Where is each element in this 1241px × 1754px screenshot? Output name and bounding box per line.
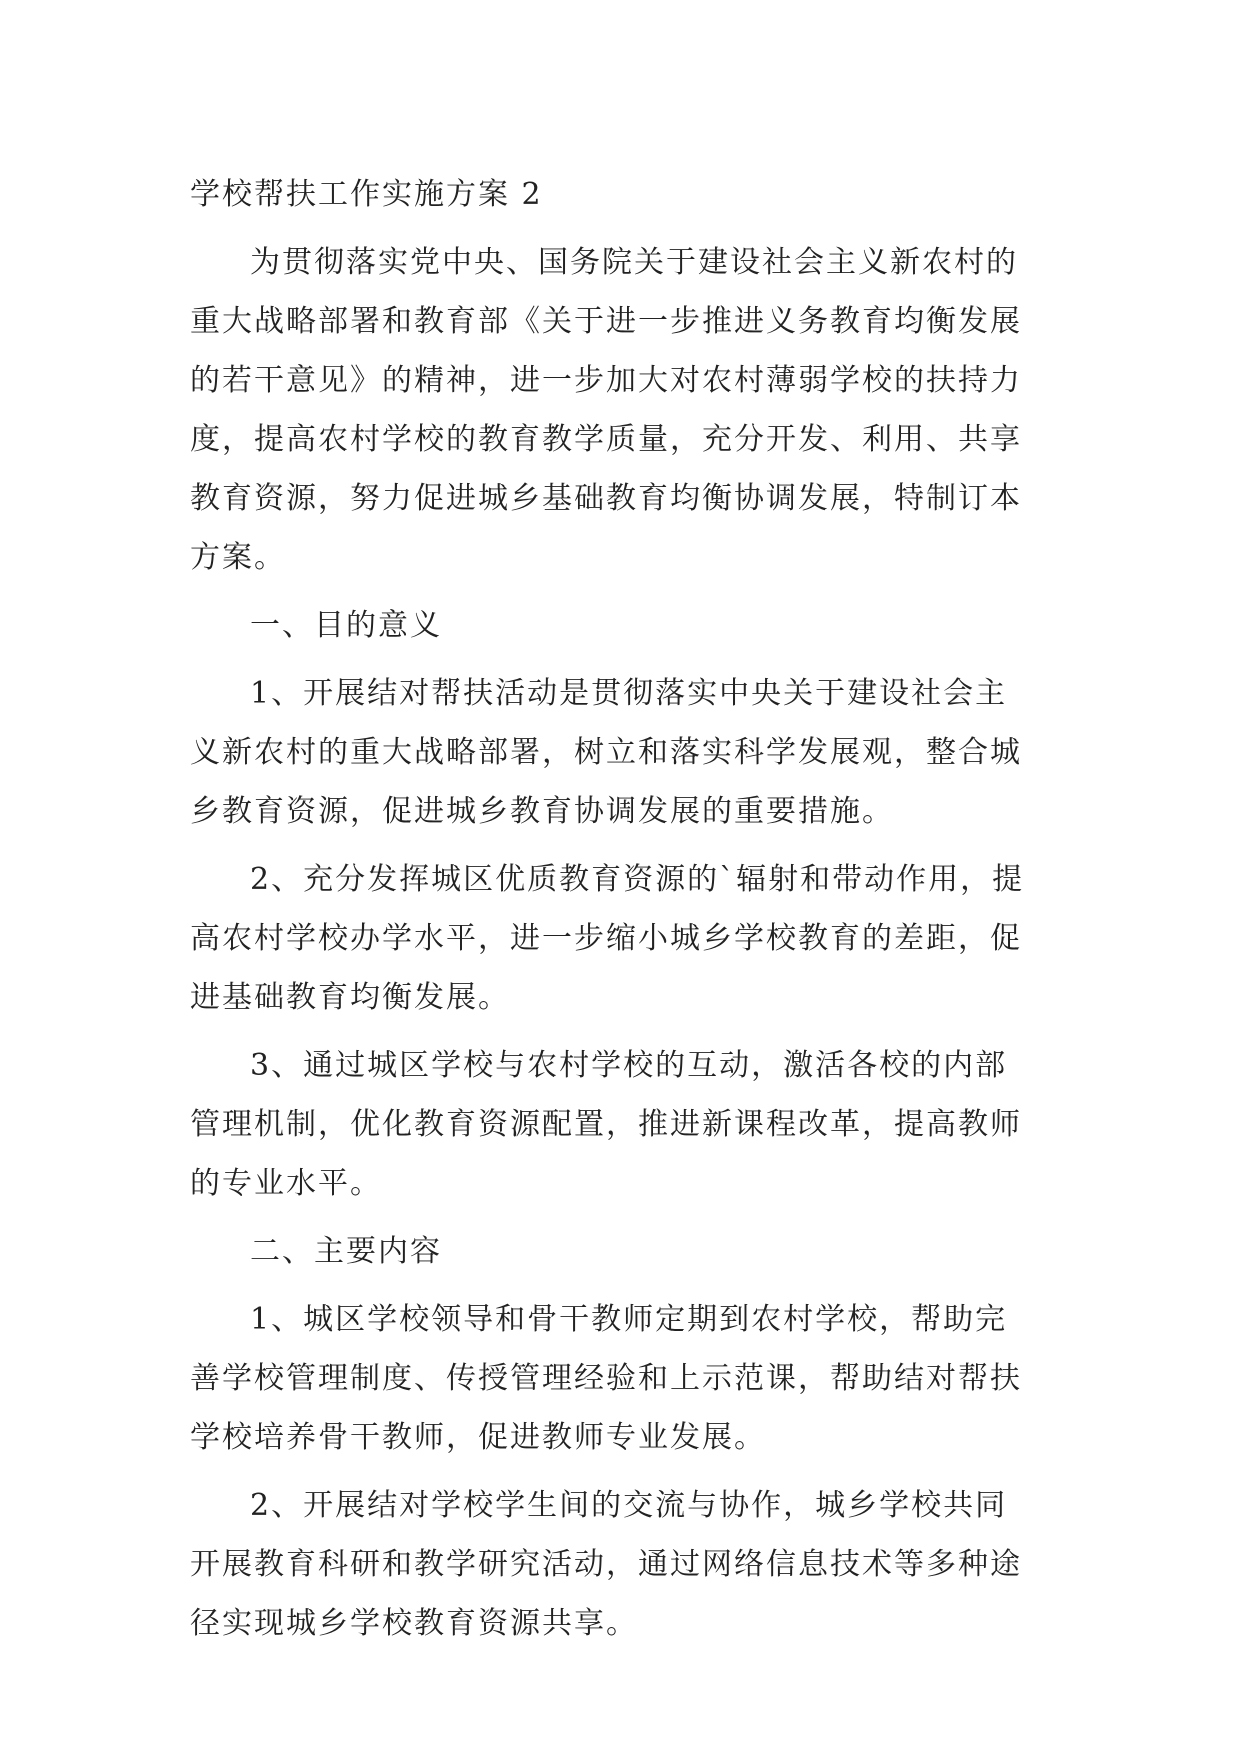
document-body (190, 165, 1050, 1653)
section-heading: 二、主要内容 (250, 1234, 442, 1269)
text-line: 的专业水平。 (190, 1166, 382, 1201)
text-line: 学校培养骨干教师，促进教师专业发展。 (190, 1420, 766, 1455)
section-heading: 一、目的意义 (250, 608, 442, 643)
spacer (190, 587, 1050, 596)
spacer (190, 224, 1050, 233)
text-line: 进基础教育均衡发展。 (190, 980, 510, 1015)
text-line: 乡教育资源，促进城乡教育协调发展的重要措施。 (190, 794, 894, 829)
text-line: 2、充分发挥城区优质教育资源的`辐射和带动作用，提 (250, 862, 1025, 897)
text-line: 径实现城乡学校教育资源共享。 (190, 1606, 638, 1641)
spacer (190, 1213, 1050, 1222)
paragraph-purpose-1 (190, 664, 1050, 841)
spacer (190, 1027, 1050, 1036)
section-heading-content (190, 1222, 1050, 1281)
text-line: 管理机制，优化教育资源配置，推进新课程改革，提高教师 (190, 1107, 1022, 1142)
text-line: 义新农村的重大战略部署，树立和落实科学发展观，整合城 (190, 735, 1022, 770)
document-title: 学校帮扶工作实施方案 2 (190, 177, 543, 212)
text-line: 2、开展结对学校学生间的交流与协作，城乡学校共同 (250, 1488, 1008, 1523)
text-line: 善学校管理制度、传授管理经验和上示范课，帮助结对帮扶 (190, 1361, 1022, 1396)
text-line: 方案。 (190, 540, 286, 575)
spacer (190, 1281, 1050, 1290)
paragraph-purpose-2 (190, 850, 1050, 1027)
spacer (190, 1467, 1050, 1476)
text-line: 开展教育科研和教学研究活动，通过网络信息技术等多种途 (190, 1547, 1022, 1582)
spacer (190, 841, 1050, 850)
paragraph-purpose-3 (190, 1036, 1050, 1213)
text-line: 重大战略部署和教育部《关于进一步推进义务教育均衡发展 (190, 304, 1022, 339)
text-line: 教育资源，努力促进城乡基础教育均衡协调发展，特制订本 (190, 481, 1022, 516)
text-line: 1、开展结对帮扶活动是贯彻落实中央关于建设社会主 (250, 676, 1008, 711)
paragraph-content-2 (190, 1476, 1050, 1653)
text-line: 1、城区学校领导和骨干教师定期到农村学校，帮助完 (250, 1302, 1008, 1337)
section-heading-purpose (190, 596, 1050, 655)
text-line: 的若干意见》的精神，进一步加大对农村薄弱学校的扶持力 (190, 363, 1022, 398)
text-line: 3、通过城区学校与农村学校的互动，激活各校的内部 (250, 1048, 1008, 1083)
text-line: 高农村学校办学水平，进一步缩小城乡学校教育的差距，促 (190, 921, 1022, 956)
paragraph-intro (190, 233, 1050, 587)
text-line: 度，提高农村学校的教育教学质量，充分开发、利用、共享 (190, 422, 1022, 457)
paragraph-content-1 (190, 1290, 1050, 1467)
spacer (190, 655, 1050, 664)
text-line: 为贯彻落实党中央、国务院关于建设社会主义新农村的 (250, 245, 1018, 280)
